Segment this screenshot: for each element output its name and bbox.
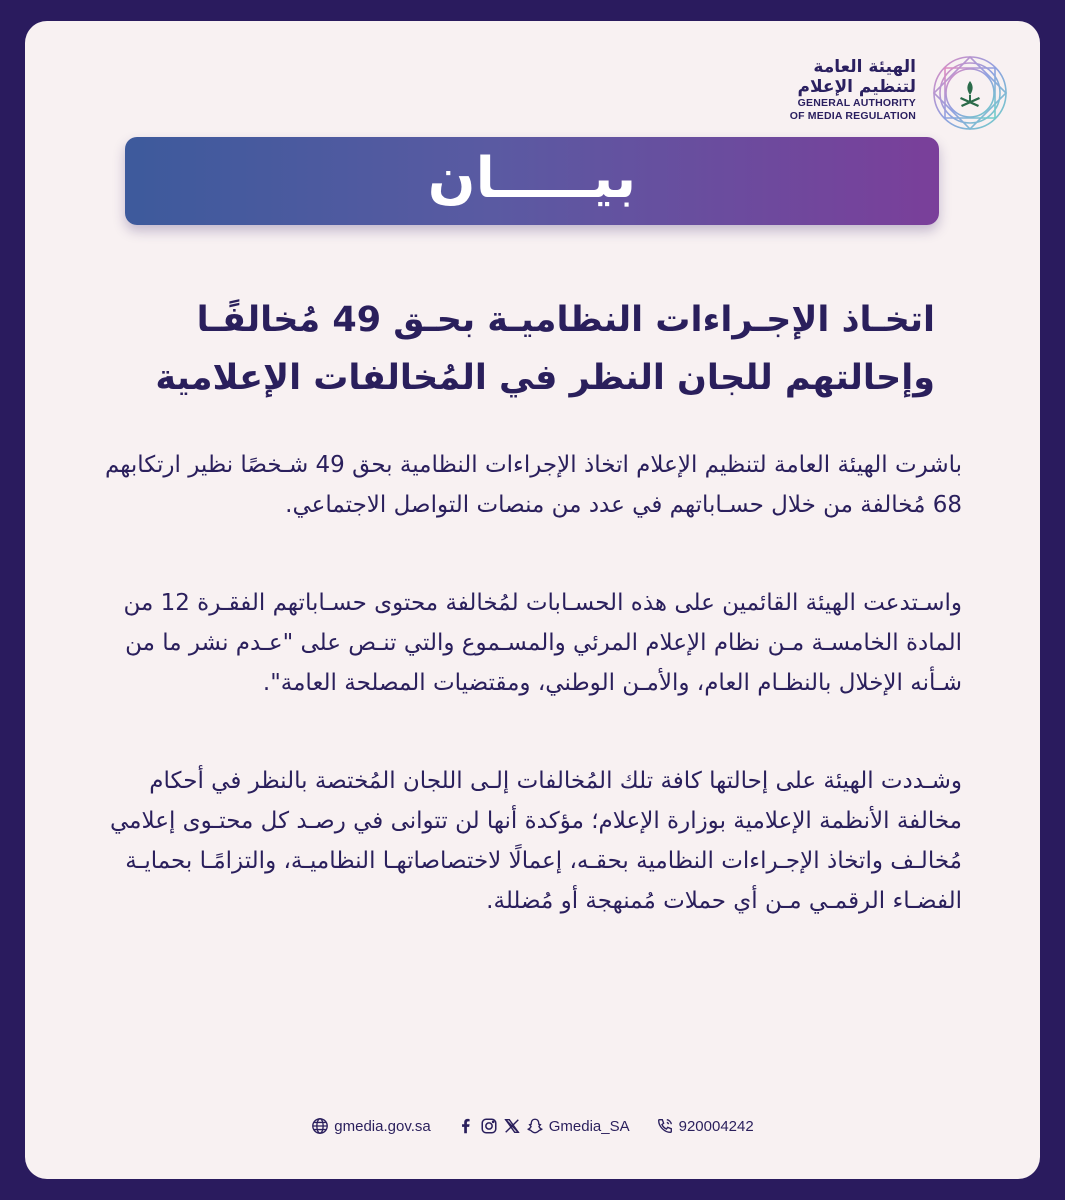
phone-icon <box>656 1117 674 1135</box>
gmedia-logo <box>692 51 1012 151</box>
headline-line2: وإحالتهم للجان النظر في المُخالفات الإعلامية <box>155 358 935 398</box>
globe-icon <box>311 1117 329 1135</box>
logo-wordmark <box>790 57 916 123</box>
logo-arabic-line1: الهيئة العامة <box>813 57 916 77</box>
headline-line1: اتخـاذ الإجـراءات النظاميـة بحـق 49 مُخالفًـا <box>196 300 935 340</box>
social-handle[interactable] <box>457 1117 630 1135</box>
phone-link[interactable] <box>656 1117 754 1135</box>
snapchat-icon[interactable] <box>526 1117 544 1135</box>
logo-english-line2: OF MEDIA REGULATION <box>789 110 916 122</box>
logo-english-line1: GENERAL AUTHORITY <box>797 97 916 109</box>
website-link[interactable] <box>311 1117 430 1135</box>
website-text: gmedia.gov.sa <box>334 1117 431 1135</box>
handle-text: Gmedia_SA <box>548 1117 630 1135</box>
banner-title: بيـــــان <box>427 146 637 211</box>
facebook-icon[interactable] <box>457 1117 475 1135</box>
x-icon[interactable] <box>503 1117 521 1135</box>
headline <box>95 291 935 407</box>
paragraph-2: واسـتدعت الهيئة القائمين على هذه الحسـابات لمُخالفة محتوى حسـاباتهم الفقـرة 12 من المادة الخامسـة مـن نظام الإعلام المرئي والمسـموع والتي تنـص على "عـدم نشر ما من شـأنه الإخلال بالنظـام العام، والأمـن الوطني، ومقتضيات المصلحة العامة". <box>123 590 962 696</box>
instagram-icon[interactable] <box>480 1117 498 1135</box>
logo-arabic-line2: لتنظيم الإعلام <box>797 77 916 97</box>
paragraph-1: باشرت الهيئة العامة لتنظيم الإعلام اتخاذ الإجراءات النظامية بحق 49 شـخصًا نظير ارتكابهم 68 مُخالفة من خلال حسـاباتهم في عدد من منصات التواصل الاجتماعي. <box>104 452 962 518</box>
statement-body <box>95 445 962 979</box>
authority-emblem-icon <box>928 51 1012 135</box>
footer-contacts <box>25 1117 1040 1135</box>
statement-card <box>25 21 1040 1179</box>
statement-banner <box>125 137 939 225</box>
paragraph-3: وشـددت الهيئة على إحالتها كافة تلك المُخالفات إلـى اللجان المُختصة بالنظر في أحكام مخالفة الأنظمة الإعلامية بوزارة الإعلام؛ مؤكدة أنها لن تتوانى في رصـد كل محتـوى إعلامي مُخالـف واتخاذ الإجـراءات النظامية بحقـه، إعمالًا لاختصاصاتهـا النظاميـة، والتزامًـا بحمايـة الفضـاء الرقمـي مـن أي حملات مُمنهجة أو مُضللة. <box>110 768 962 914</box>
phone-text: 920004242 <box>678 1117 754 1135</box>
